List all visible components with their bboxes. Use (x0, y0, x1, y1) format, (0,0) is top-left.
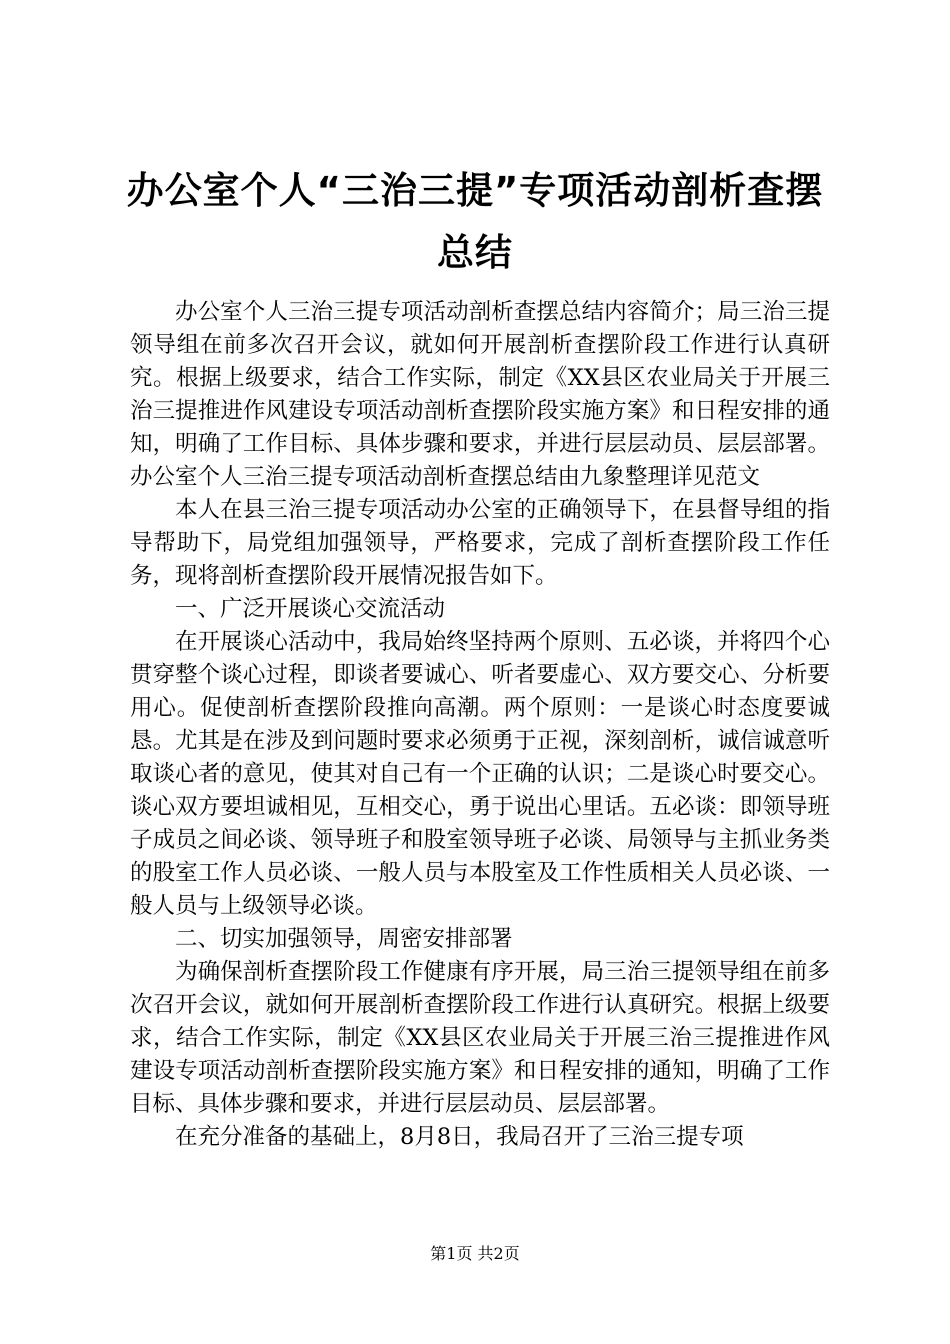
paragraph-section-2: 为确保剖析查摆阶段工作健康有序开展，局三治三提领导组在前多次召开会议，就如何开展剖析查摆阶段工作进行认真研究。根据上级要求，结合工作实际，制定《XX县区农业局关于开展三治三提推进作风建设专项活动剖析查摆阶段实施方案》和日程安排的通知，明确了工作目标、具体步骤和要求，并进行层层动员、层层部署。 (130, 959, 830, 1117)
document-body (130, 296, 830, 1154)
paragraph-continuation: 在充分准备的基础上，8月8日，我局召开了三治三提专项 (175, 1124, 744, 1150)
section-heading-2: 二、切实加强领导，周密安排部署 (175, 926, 513, 952)
document-title: 办公室个人“三治三提”专项活动剖析查摆总结 (126, 169, 824, 274)
paragraph-intro: 办公室个人三治三提专项活动剖析查摆总结内容简介；局三治三提领导组在前多次召开会议，就如何开展剖析查摆阶段工作进行认真研究。根据上级要求，结合工作实际，制定《XX县区农业局关于开展三治三提推进作风建设专项活动剖析查摆阶段实施方案》和日程安排的通知，明确了工作目标、具体步骤和要求，并进行层层动员、层层部署。办公室个人三治三提专项活动剖析查摆总结由九象整理详见范文 (130, 299, 830, 490)
page-number-footer: 第1页 共2页 (430, 1244, 520, 1263)
section-heading-1: 一、广泛开展谈心交流活动 (175, 596, 446, 622)
paragraph-section-1: 在开展谈心活动中，我局始终坚持两个原则、五必谈，并将四个心贯穿整个谈心过程，即谈者要诚心、听者要虚心、双方要交心、分析要用心。促使剖析查摆阶段推向高潮。两个原则：一是谈心时态度要诚恳。尤其是在涉及到问题时要求必须勇于正视，深刻剖析，诚信诚意听取谈心者的意见，使其对自己有一个正确的认识；二是谈心时要交心。谈心双方要坦诚相见，互相交心，勇于说出心里话。五必谈：即领导班子成员之间必谈、领导班子和股室领导班子必谈、局领导与主抓业务类的股室工作人员必谈、一般人员与本股室及工作性质相关人员必谈、一般人员与上级领导必谈。 (130, 629, 830, 919)
paragraph-report: 本人在县三治三提专项活动办公室的正确领导下，在县督导组的指导帮助下，局党组加强领导，严格要求，完成了剖析查摆阶段工作任务，现将剖析查摆阶段开展情况报告如下。 (130, 497, 830, 589)
